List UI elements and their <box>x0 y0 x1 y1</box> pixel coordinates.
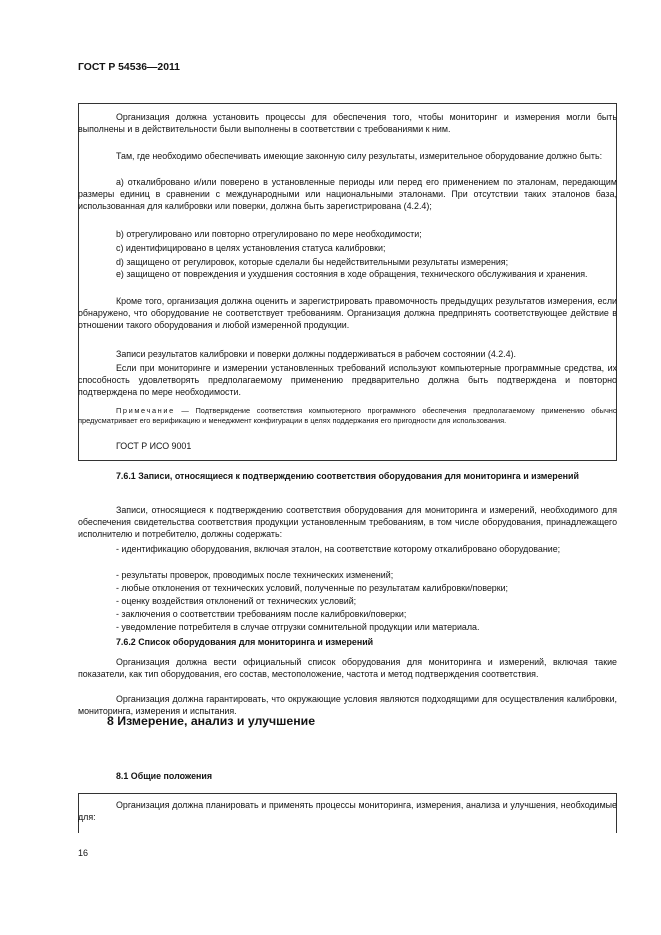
section-7-6-2-paragraph-1: Организация должна вести официальный список оборудования для мониторинга и измерений, включая такие показатели, как тип оборудования, его состав, местоположение, частота и метод подтверждения соответствия. <box>78 657 617 679</box>
note-label: Примечание <box>116 406 175 415</box>
list-item-e: е) защищено от повреждения и ухудшения состояния в ходе обращения, технического обслуживания и хранения. <box>116 269 588 279</box>
section-heading-7-6-2: 7.6.2 Список оборудования для мониторинга и измерений <box>116 637 374 647</box>
list-item: - уведомление потребителя в случае отгрузки сомнительной продукции или материала. <box>116 622 480 632</box>
list-item-d: d) защищено от регулировок, которые сделали бы недействительными результаты измерения; <box>116 257 509 267</box>
note <box>78 406 617 427</box>
section-heading-8: 8 Измерение, анализ и улучшение <box>107 714 316 728</box>
list-item-c: с) идентифицировано в целях установления статуса калибровки; <box>116 243 386 253</box>
note-text: — Подтверждение соответствия компьютерного программного обеспечения предполагаемому применению обычно предусматривает его верификацию и менеджмент конфигурации в целях поддержания его пригодности для использования. <box>78 406 617 426</box>
list-item: - любые отклонения от технических условий, полученные по результатам калибровки/поверки; <box>116 583 508 593</box>
list-item-b: b) отрегулировано или повторно отрегулировано по мере необходимости; <box>116 229 422 239</box>
list-item: - результаты проверок, проводимых после технических изменений; <box>116 570 394 580</box>
page-number: 16 <box>78 848 89 858</box>
document-id: ГОСТ Р 54536—2011 <box>78 62 180 73</box>
list-item: - оценку воздействия отклонений от технических условий; <box>116 596 357 606</box>
section-heading-8-1: 8.1 Общие положения <box>116 771 213 781</box>
list-item-a: а) откалибровано и/или поверено в установленные периоды или перед его применением по эталонам, передающим размеры единиц в сравнении с международными или национальными эталонами. При отсутствии таких эталонов база, использованная для калибровки или поверки, должна быть зарегистрирована (4.2.4); <box>78 177 617 211</box>
box1-paragraph-3: Кроме того, организация должна оценить и зарегистрировать правомочность предыдущих результатов измерения, если обнаружено, что оборудование не соответствует требованиям. Организация должна предпринять соответствующее действие в отношении такого оборудования и любой измеренной продукции. <box>78 296 617 330</box>
list-item: - идентификацию оборудования, включая эталон, на соответствие которому откалибровано оборудование; <box>116 544 561 554</box>
box1-paragraph-5: Если при мониторинге и измерении установленных требований используют компьютерные программные средства, их способность удовлетворять предполагаемому применению предварительно должна быть подтверждена и повторно подтверждена по мере необходимости. <box>78 363 617 397</box>
source-reference: ГОСТ Р ИСО 9001 <box>116 441 192 451</box>
section-7-6-1-intro: Записи, относящиеся к подтверждению соответствия оборудования для мониторинга и измерений, необходимого для обеспечения свидетельства соответствия продукции установленным требованиям, в том числе оборудования, принадлежащего исполнителю и потребителю, должны содержать: <box>78 505 617 539</box>
box1-paragraph-2: Там, где необходимо обеспечивать имеющие законную силу результаты, измерительное оборудование должно быть: <box>116 151 603 161</box>
section-7-6-2-paragraph-2: Организация должна гарантировать, что окружающие условия являются подходящими для осуществления калибровки, мониторинга, измерения и испытания. <box>78 694 617 716</box>
section-8-1-paragraph-1: Организация должна планировать и применять процессы мониторинга, измерения, анализа и улучшения, необходимые для: <box>78 800 617 822</box>
box1-paragraph-4: Записи результатов калибровки и поверки должны поддерживаться в рабочем состоянии (4.2.4). <box>116 349 517 359</box>
section-heading-7-6-1: 7.6.1 Записи, относящиеся к подтверждению соответствия оборудования для мониторинга и измерений <box>116 471 579 481</box>
box1-paragraph-1: Организация должна установить процессы для обеспечения того, чтобы мониторинг и измерения могли быть выполнены и в действительности были выполнены в соответствии с требованиями к ним. <box>78 112 617 134</box>
list-item: - заключения о соответствии требованиям после калибровки/поверки; <box>116 609 407 619</box>
